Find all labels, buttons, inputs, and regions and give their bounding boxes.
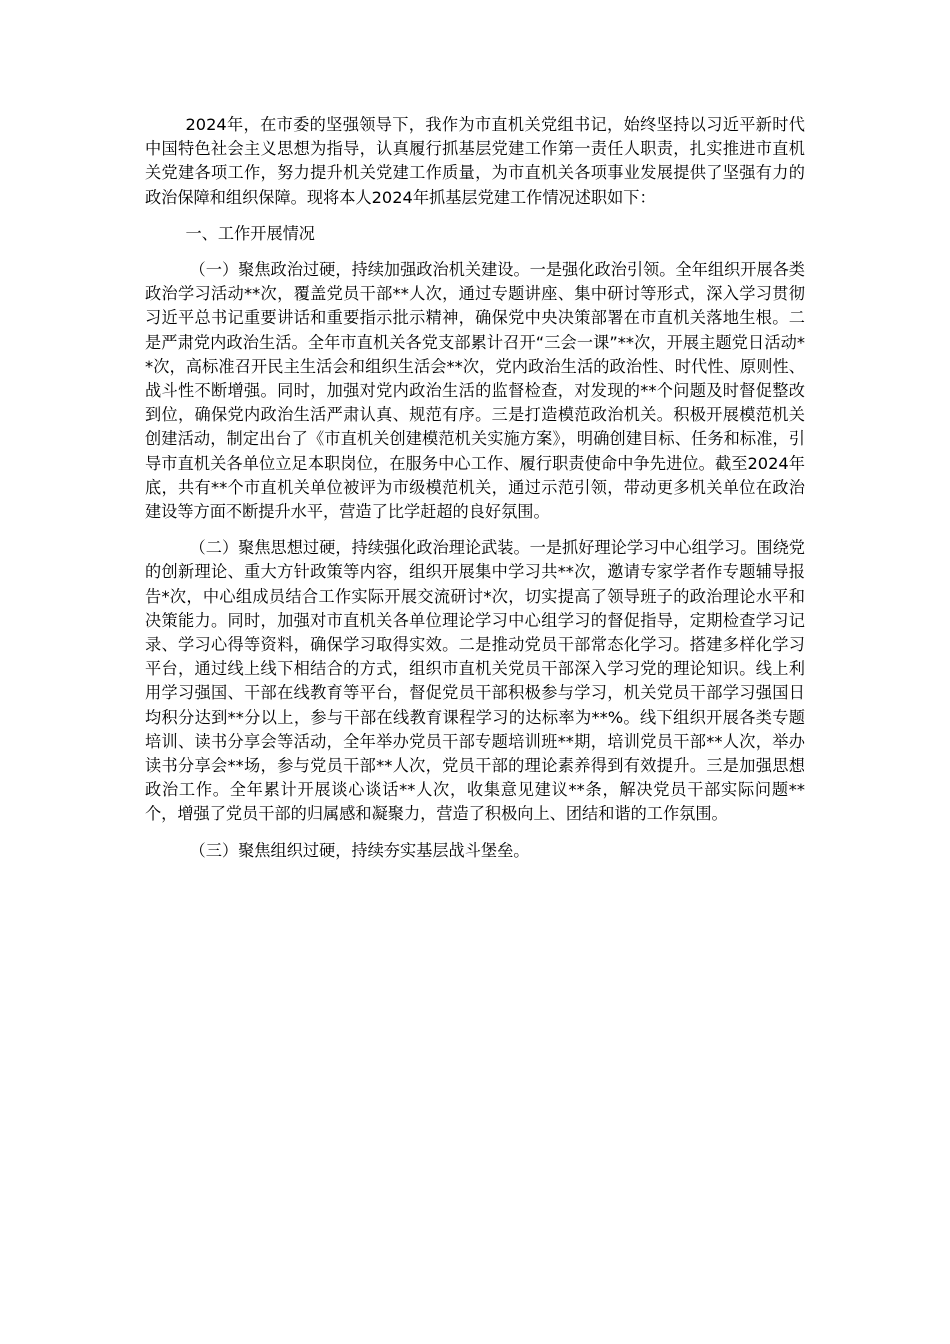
section-1-paragraph: （一）聚焦政治过硬，持续加强政治机关建设。一是强化政治引领。全年组织开展各类政治学习活动**次，覆盖党员干部**人次，通过专题讲座、集中研讨等形式，深入学习贯彻习近平总书记重要讲话和重要指示批示精神，确保党中央决策部署在市直机关落地生根。二是严肃党内政治生活。全年市直机关各党支部累计召开“三会一课”**次，开展主题党日活动**次，高标准召开民主生活会和组织生活会**次，党内政治生活的政治性、时代性、原则性、战斗性不断增强。同时，加强对党内政治生活的监督检查，对发现的**个问题及时督促整改到位，确保党内政治生活严肃认真、规范有序。三是打造模范政治机关。积极开展模范机关创建活动，制定出台了《市直机关创建模范机关实施方案》，明确创建目标、任务和标准，引导市直机关各单位立足本职岗位，在服务中心工作、履行职责使命中争先进位。截至2024年底，共有**个市直机关单位被评为市级模范机关，通过示范引领，带动更多机关单位在政治建设等方面不断提升水平，营造了比学赶超的良好氛围。: [145, 260, 805, 522]
document-page: [145, 113, 805, 875]
section-heading: 一、工作开展情况: [185, 223, 315, 243]
intro-paragraph: 2024年，在市委的坚强领导下，我作为市直机关党组书记，始终坚持以习近平新时代中国特色社会主义思想为指导，认真履行抓基层党建工作第一责任人职责，扎实推进市直机关党建各项工作，努力提升机关党建工作质量，为市直机关各项事业发展提供了坚强有力的政治保障和组织保障。现将本人2024年抓基层党建工作情况述职如下：: [145, 115, 805, 207]
section-3-paragraph: （三）聚焦组织过硬，持续夯实基层战斗堡垒。: [189, 840, 530, 860]
section-2-paragraph: （二）聚焦思想过硬，持续强化政治理论武装。一是抓好理论学习中心组学习。围绕党的创新理论、重大方针政策等内容，组织开展集中学习共**次，邀请专家学者作专题辅导报告*次，中心组成员结合工作实际开展交流研讨*次，切实提高了领导班子的政治理论水平和决策能力。同时，加强对市直机关各单位理论学习中心组学习的督促指导，定期检查学习记录、学习心得等资料，确保学习取得实效。二是推动党员干部常态化学习。搭建多样化学习平台，通过线上线下相结合的方式，组织市直机关党员干部深入学习党的理论知识。线上利用学习强国、干部在线教育等平台，督促党员干部积极参与学习，机关党员干部学习强国日均积分达到**分以上，参与干部在线教育课程学习的达标率为**%。线下组织开展各类专题培训、读书分享会等活动，全年举办党员干部专题培训班**期，培训党员干部**人次，举办读书分享会**场，参与党员干部**人次，党员干部的理论素养得到有效提升。三是加强思想政治工作。全年累计开展谈心谈话**人次，收集意见建议**条，解决党员干部实际问题**个，增强了党员干部的归属感和凝聚力，营造了积极向上、团结和谐的工作氛围。: [145, 538, 805, 824]
